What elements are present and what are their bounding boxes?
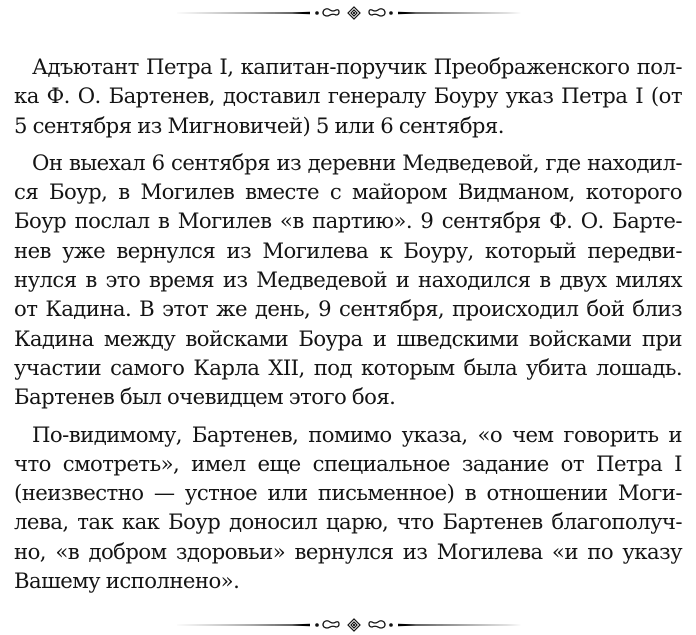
ornamental-divider-bottom bbox=[172, 618, 524, 632]
dot-right bbox=[389, 623, 393, 627]
paragraph-2 bbox=[14, 148, 682, 412]
divider-line-right bbox=[398, 12, 522, 14]
scroll-right-icon bbox=[369, 9, 385, 16]
text-line: Вашему исполнено». bbox=[14, 568, 240, 594]
text-line: нулся в это время из Медведевой и находился в двух милях bbox=[14, 267, 682, 293]
text-line: нев уже вернулся из Могилева к Боуру, который передви- bbox=[14, 237, 682, 263]
ornamental-divider-top bbox=[172, 6, 524, 20]
text-line: участии самого Карла XII, под которым была убита лошадь. bbox=[14, 354, 682, 380]
text-line: Кадина между войсками Боура и шведскими войсками при bbox=[14, 325, 682, 351]
text-line: от Кадина. В этот же день, 9 сентября, происходил бой близ bbox=[14, 296, 682, 322]
divider-line-left bbox=[174, 12, 310, 14]
paragraph-1 bbox=[14, 52, 682, 140]
text-line: Адъютант Петра I, капитан-поручик Преображенского пол- bbox=[32, 54, 682, 79]
scroll-left-icon bbox=[323, 9, 339, 16]
document-page bbox=[14, 52, 682, 595]
text-line: Бартенев был очевидцем этого боя. bbox=[14, 384, 396, 410]
text-line: что смотреть», имел еще специальное задание от Петра I bbox=[14, 450, 682, 476]
dot-right bbox=[389, 11, 393, 15]
scroll-right-icon bbox=[369, 621, 385, 628]
text-line: 5 сентября из Мигновичей) 5 или 6 сентября. bbox=[14, 112, 504, 138]
text-line: лева, так как Боур доносил царю, что Бартенев благополуч- bbox=[14, 509, 682, 535]
dot-left bbox=[315, 11, 319, 15]
text-line: ся Боур, в Могилев вместе с майором Видманом, которого bbox=[14, 179, 682, 205]
text-line: По-видимому, Бартенев, помимо указа, «о чем говорить и bbox=[32, 421, 682, 447]
text-line: но, «в добром здоровьи» вернулся из Могилева «и по указу bbox=[14, 538, 682, 564]
dot-left bbox=[315, 623, 319, 627]
divider-line-right bbox=[398, 624, 522, 626]
text-line: Он выехал 6 сентября из деревни Медведевой, где находил- bbox=[32, 149, 682, 175]
scroll-left-icon bbox=[323, 621, 339, 628]
text-line: (неизвестно — устное или письменное) в отношении Моги- bbox=[14, 480, 682, 506]
divider-line-left bbox=[174, 624, 310, 626]
paragraph-3 bbox=[14, 420, 682, 596]
text-line: Боур послал в Могилев «в партию». 9 сентября Ф. О. Барте- bbox=[14, 208, 682, 234]
text-line: ка Ф. О. Бартенев, доставил генералу Боуру указ Петра I (от bbox=[14, 83, 682, 109]
